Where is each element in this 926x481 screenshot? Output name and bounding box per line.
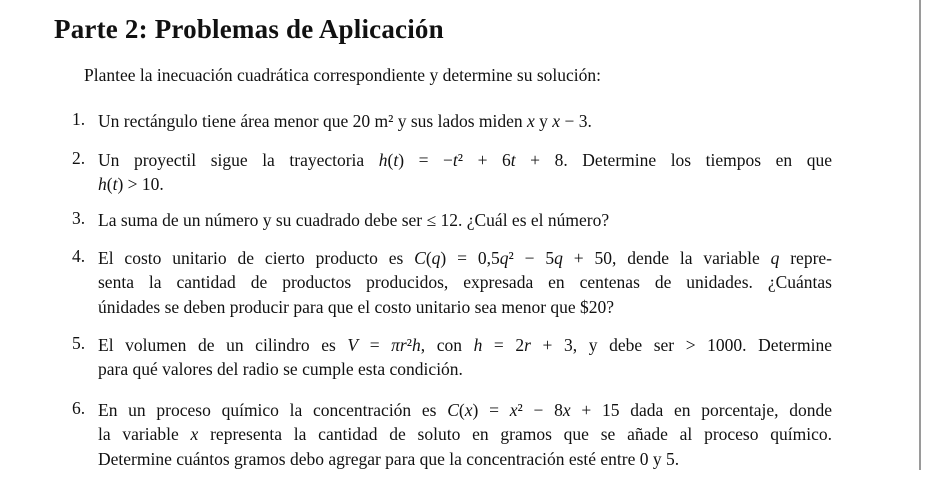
problem-text-line (98, 357, 832, 381)
text-segment: + 3, y debe ser > 1000. Determine (530, 335, 832, 355)
problem-number: 6. (72, 398, 86, 418)
problem-text-line (98, 270, 832, 294)
text-segment: y (534, 111, 553, 131)
page-edge-divider (919, 0, 921, 470)
math-variable: t (510, 150, 516, 170)
text-segment: para qué valores del radio se cumple esta condición. (98, 359, 463, 380)
text-segment: Un rectángulo tiene área menor que 20 m² y sus lados miden (98, 111, 528, 131)
math-variable: x (190, 424, 199, 445)
section-title: Parte 2: Problemas de Aplicación (54, 14, 444, 44)
math-variable: r (524, 335, 531, 355)
text-segment: ² (406, 335, 412, 355)
problem-text-line (98, 422, 832, 446)
problem-item (72, 148, 832, 197)
math-variable: t (452, 150, 458, 170)
problem-item (72, 246, 832, 319)
text-segment: ( (106, 174, 113, 195)
problem-text-line (98, 447, 832, 471)
text-segment: = (358, 335, 392, 355)
problem-number: 3. (72, 208, 86, 228)
problem-item (72, 109, 832, 133)
problem-text-line (98, 295, 832, 319)
math-variable: x (464, 400, 473, 420)
math-variable: h (411, 335, 421, 355)
problem-text-line (98, 208, 832, 232)
problem-item (72, 398, 832, 471)
text-segment: ² + 6 (457, 150, 511, 170)
problem-number: 4. (72, 246, 86, 266)
math-variable: x (552, 111, 561, 131)
text-segment: ( (387, 150, 394, 170)
math-variable: q (554, 248, 563, 268)
math-variable: q (770, 248, 780, 268)
math-variable: t (393, 150, 399, 170)
math-variable: q (499, 248, 509, 268)
text-segment: ² − 5 (508, 248, 555, 268)
problem-number: 1. (72, 109, 86, 129)
problem-text-line (98, 172, 832, 196)
text-segment: ) = (472, 400, 510, 420)
text-segment: repre- (779, 248, 832, 268)
math-variable: h (473, 335, 483, 355)
text-segment: Un proyectil sigue la trayectoria (98, 150, 379, 170)
problem-text-line (98, 333, 832, 357)
text-segment: + 8. Determine los tiempos en que (515, 150, 832, 170)
math-variable: C (414, 248, 426, 268)
problem-number: 2. (72, 148, 86, 168)
text-segment: representa la cantidad de soluto en gramos que se añade al proceso químico. (198, 424, 832, 445)
instructions-text: Plantee la inecuación cuadrática correspondiente y determine su solución: (84, 65, 602, 85)
math-variable: V (347, 335, 359, 355)
text-segment: ) = − (398, 150, 453, 170)
text-segment: − 3. (560, 111, 592, 131)
math-variable: πr (391, 335, 407, 355)
problem-item (72, 333, 832, 382)
text-segment: ² − 8 (517, 400, 563, 420)
problem-text-line (98, 398, 832, 422)
text-segment: , con (420, 335, 474, 355)
math-variable: t (112, 174, 118, 195)
text-segment: En un proceso químico la concentración es (98, 400, 448, 420)
math-variable: x (527, 111, 535, 131)
text-segment: La suma de un número y su cuadrado debe ser ≤ 12. ¿Cuál es el número? (98, 210, 610, 230)
text-segment: = 2 (482, 335, 525, 355)
text-segment: ( (458, 400, 465, 420)
problem-text-line (98, 109, 832, 133)
math-variable: h (378, 150, 388, 170)
problem-item (72, 208, 832, 232)
text-segment: ) = 0,5 (440, 248, 500, 268)
problem-text-line (98, 246, 832, 270)
math-variable: C (447, 400, 459, 420)
math-variable: q (431, 248, 441, 268)
text-segment: ( (425, 248, 432, 268)
text-segment: la variable (98, 424, 191, 445)
text-segment: El costo unitario de cierto producto es (98, 248, 415, 268)
text-segment: + 15 dada en porcentaje, donde (570, 400, 833, 420)
math-variable: h (98, 174, 107, 195)
math-variable: x (562, 400, 571, 420)
problem-number: 5. (72, 333, 86, 353)
text-segment: ) > 10. (117, 174, 164, 195)
math-variable: x (509, 400, 518, 420)
text-segment: Determine cuántos gramos debo agregar para que la concentración esté entre 0 y 5. (98, 448, 680, 469)
text-segment: El volumen de un cilindro es (98, 335, 348, 355)
problem-text-line (98, 148, 832, 172)
text-segment: únidades se deben producir para que el costo unitario sea menor que $20? (98, 296, 615, 317)
text-segment: senta la cantidad de productos producidos, expresada en centenas de unidades. ¿Cuántas (98, 272, 832, 293)
text-segment: + 50, dende la variable (562, 248, 771, 268)
